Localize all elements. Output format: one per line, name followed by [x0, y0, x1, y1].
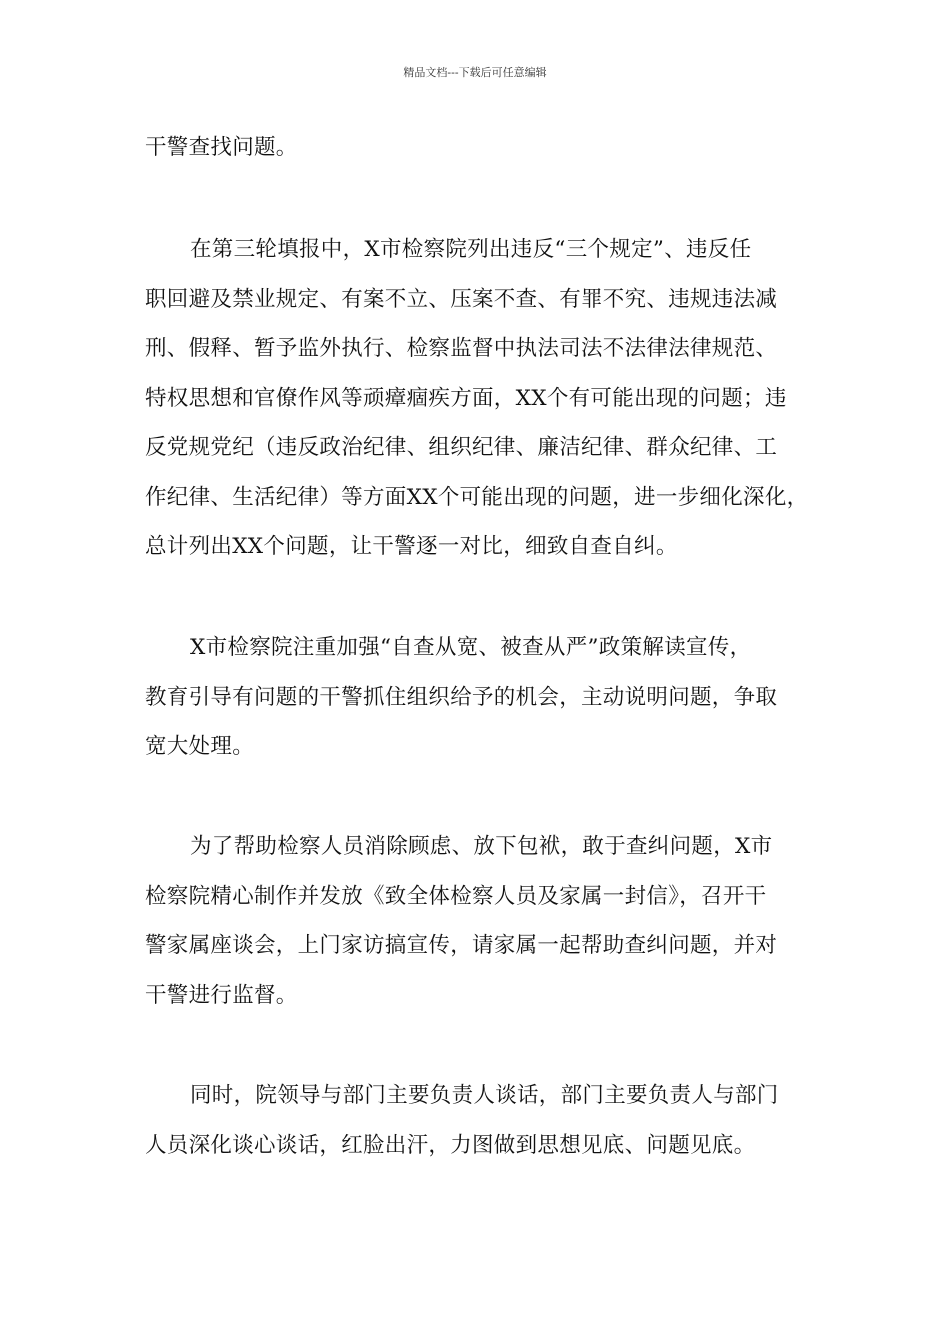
text-line: 在第三轮填报中，X市检察院列出违反“三个规定”、违反任: [190, 237, 752, 262]
page-header: 精品文档---下载后可任意编辑: [403, 66, 547, 79]
text-line: 特权思想和官僚作风等顽瘴痼疾方面，XX个有可能出现的问题；违: [145, 385, 787, 411]
paragraph-third-round: [145, 225, 825, 572]
text-line: 刑、假释、暂予监外执行、检察监督中执法司法不法律法律规范、: [145, 336, 778, 361]
text-line: 同时，院领导与部门主要负责人谈话，部门主要负责人与部门: [190, 1083, 779, 1108]
paragraph-continuation: [145, 123, 825, 173]
text-line: 干警进行监督。: [145, 982, 298, 1008]
text-line: 职回避及禁业规定、有案不立、压案不查、有罪不究、违规违法减: [145, 286, 778, 312]
text-line: 警家属座谈会，上门家访搞宣传，请家属一起帮助查纠问题，并对: [145, 933, 778, 958]
paragraph-family-letter: [145, 822, 825, 1020]
text-line: 反党规党纪（违反政治纪律、组织纪律、廉洁纪律、群众纪律、工: [145, 435, 778, 460]
text-line: 干警查找问题。: [145, 135, 298, 160]
text-line: 宽大处理。: [145, 734, 255, 759]
paragraph-talks: [145, 1071, 825, 1170]
text-line: 总计列出XX个问题，让干警逐一对比，细致自查自纠。: [145, 534, 678, 559]
text-line: 为了帮助检察人员消除顾虑、放下包袱，敢于查纠问题，X市: [190, 834, 773, 859]
text-line: X市检察院注重加强“自查从宽、被查从严”政策解读宣传，: [190, 635, 752, 660]
paragraph-policy: [145, 623, 825, 772]
text-line: 检察院精心制作并发放《致全体检察人员及家属一封信》，召开干: [145, 883, 767, 909]
text-line: 人员深化谈心谈话，红脸出汗，力图做到思想见底、问题见底。: [145, 1132, 756, 1158]
text-line: 教育引导有问题的干警抓住组织给予的机会，主动说明问题，争取: [145, 684, 778, 710]
text-line: 作纪律、生活纪律）等方面XX个可能出现的问题，进一步细化深化，: [145, 484, 809, 510]
